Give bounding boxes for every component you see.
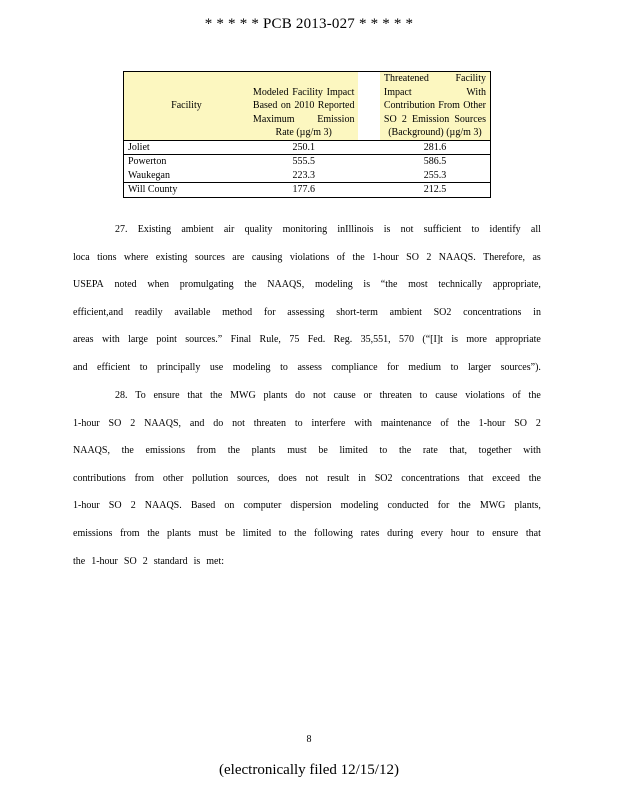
cell-modeled: 250.1 <box>249 140 359 155</box>
paragraph-line: 1-hour SO 2 NAAQS. Based on computer dispersion modeling conducted for the MWG plants, <box>73 500 541 512</box>
cell-facility: Powerton <box>124 155 249 169</box>
page-number: 8 <box>306 734 312 745</box>
paragraph-28 <box>73 382 541 575</box>
table-row <box>124 140 491 155</box>
col-header-modeled <box>249 72 359 141</box>
paragraph-line: NAAQS, the emissions from the plants must be limited to the rate that, together with <box>73 445 541 457</box>
paragraph-line: efficient,and readily available method for assessing short-term ambient SO2 concentrations in <box>73 306 541 318</box>
paragraph-27 <box>73 216 541 382</box>
col-spacer <box>358 72 379 141</box>
page-header: * * * * * PCB 2013-027 * * * * * <box>204 16 414 32</box>
cell-threatened: 586.5 <box>380 155 491 169</box>
col-header-threatened-text: Threatened Facility Impact With Contribution From Other SO 2 Emission Sources (Background) (µg/m 3) <box>383 73 486 138</box>
cell-facility: Waukegan <box>128 169 170 181</box>
paragraph-line: 28. To ensure that the MWG plants do not cause or threaten to cause violations of the <box>115 390 541 401</box>
col-header-threatened <box>380 72 491 141</box>
cell-threatened: 281.6 <box>380 140 491 155</box>
table-row <box>124 169 491 183</box>
col-header-facility: Facility <box>124 72 249 141</box>
cell-threatened: 212.5 <box>380 183 491 198</box>
paragraph-line: areas with large point sources.” Final Rule, 75 Fed. Reg. 35,551, 570 (“[I]t is more appropriate <box>73 334 541 346</box>
paragraph-line: USEPA noted when promulgating the NAAQS, modeling is “the most technically appropriate, <box>73 279 541 291</box>
table-row <box>124 183 491 198</box>
cell-modeled: 177.6 <box>249 183 359 198</box>
facility-impact-table <box>123 71 491 198</box>
paragraph-line: 1-hour SO 2 NAAQS, and do not threaten to interfere with maintenance of the 1-hour SO 2 <box>73 417 541 429</box>
filing-footer: (electronically filed 12/15/12) <box>219 762 399 778</box>
col-header-modeled-text: Modeled Facility Impact Based on 2010 Reported Maximum Emission Rate (µg/m 3) <box>252 86 355 138</box>
paragraph-line: the 1-hour SO 2 standard is met: <box>73 555 225 567</box>
paragraph-line: 27. Existing ambient air quality monitoring inIllinois is not sufficient to identify all <box>115 224 541 235</box>
cell-threatened: 255.3 <box>423 169 447 181</box>
cell-modeled: 223.3 <box>292 169 315 181</box>
cell-modeled: 555.5 <box>249 155 359 169</box>
paragraph-line: contributions from other pollution sources, does not result in SO2 concentrations that exceed the <box>73 472 541 484</box>
paragraph-line: emissions from the plants must be limited to the following rates during every hour to ensure that <box>73 527 541 539</box>
cell-facility: Joliet <box>124 140 249 155</box>
paragraph-line: loca tions where existing sources are causing violations of the 1-hour SO 2 NAAQS. Therefore, as <box>73 251 541 263</box>
cell-facility: Will County <box>124 183 249 198</box>
table-row <box>124 155 491 169</box>
paragraph-line: and efficient to principally use modeling to assess compliance for medium to larger sources”). <box>73 361 541 373</box>
